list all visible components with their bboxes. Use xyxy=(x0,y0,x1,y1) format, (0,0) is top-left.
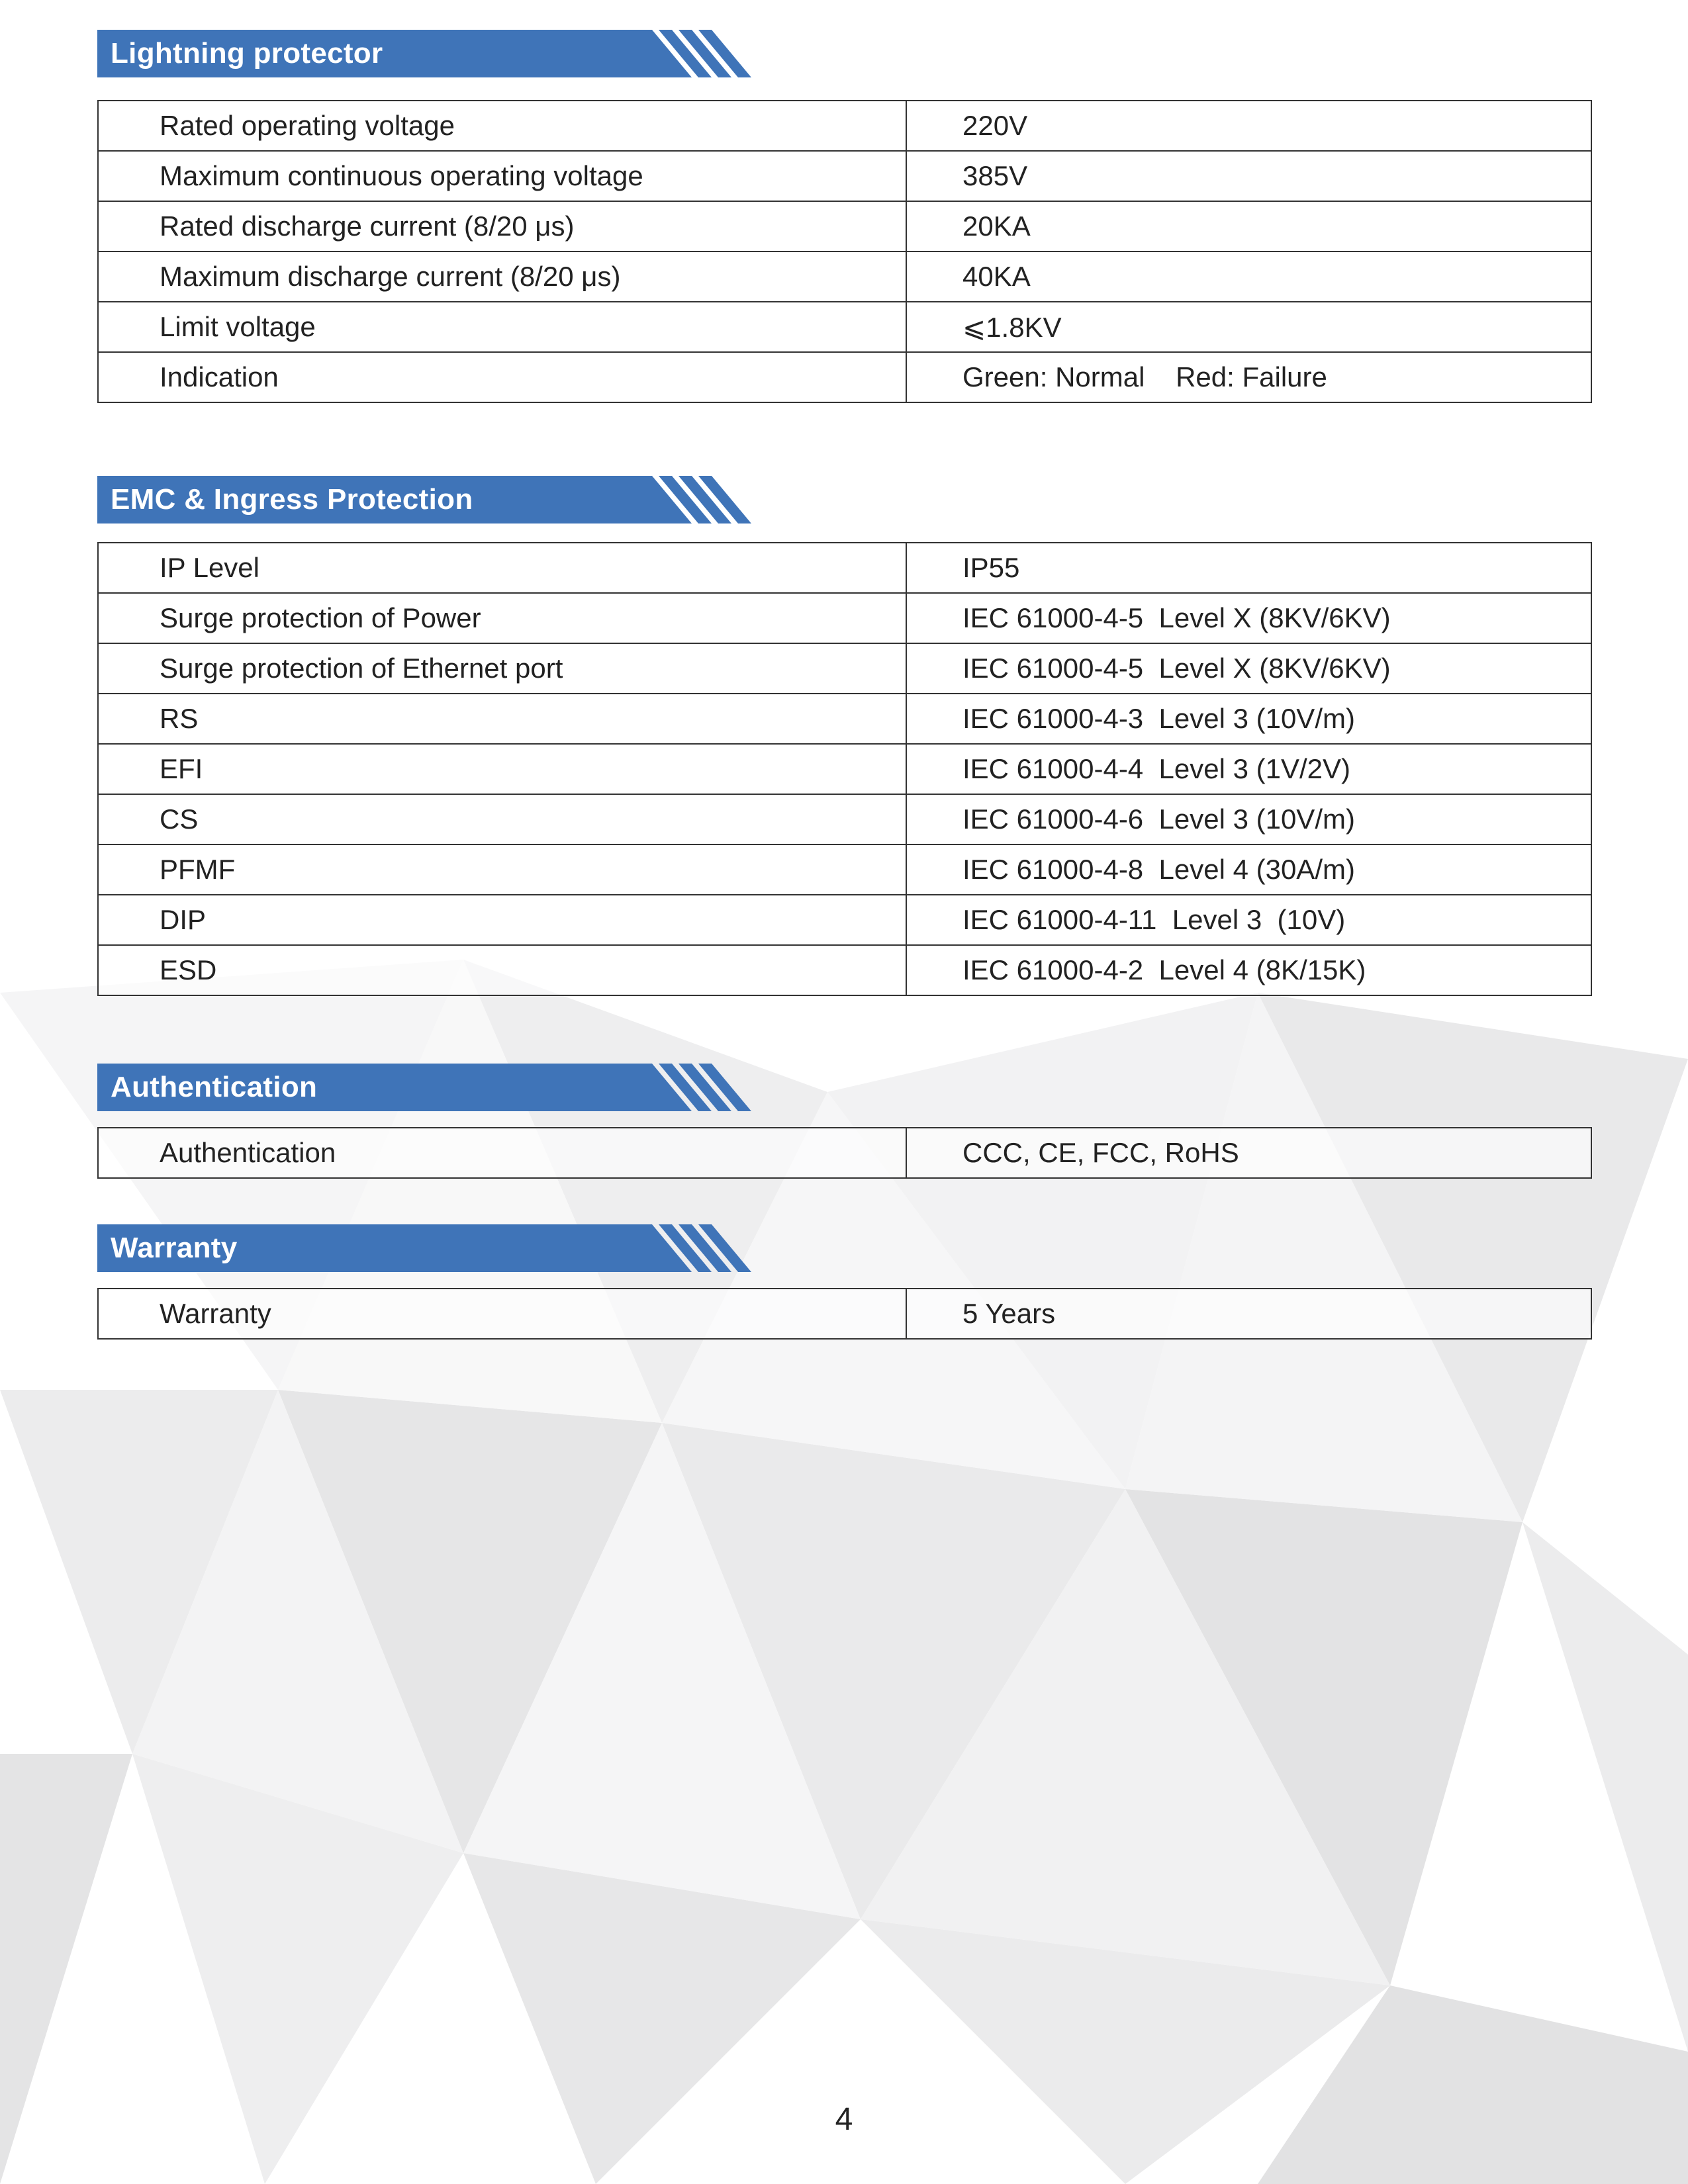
section-emc-ingress-protection xyxy=(97,476,1592,996)
table-row xyxy=(98,543,1591,593)
table-row xyxy=(98,794,1591,844)
row-label: Maximum discharge current (8/20 μs) xyxy=(98,251,906,302)
table-row xyxy=(98,1128,1591,1178)
row-value: 20KA xyxy=(906,201,1591,251)
row-value: IEC 61000-4-11 Level 3 (10V) xyxy=(906,895,1591,945)
spec-table xyxy=(97,1127,1592,1179)
row-label: CS xyxy=(98,794,906,844)
row-label: Rated discharge current (8/20 μs) xyxy=(98,201,906,251)
page-number: 4 xyxy=(835,2102,853,2137)
row-label: Surge protection of Ethernet port xyxy=(98,643,906,694)
row-label: DIP xyxy=(98,895,906,945)
table-row xyxy=(98,251,1591,302)
table-row xyxy=(98,945,1591,995)
table-row xyxy=(98,151,1591,201)
table-row xyxy=(98,352,1591,402)
section-banner xyxy=(97,1064,759,1111)
row-label: Authentication xyxy=(98,1128,906,1178)
table-row xyxy=(98,744,1591,794)
spec-table xyxy=(97,1288,1592,1340)
row-value: IEC 61000-4-6 Level 3 (10V/m) xyxy=(906,794,1591,844)
row-label: Limit voltage xyxy=(98,302,906,352)
table-row xyxy=(98,643,1591,694)
row-value: 5 Years xyxy=(906,1289,1591,1339)
table-row xyxy=(98,593,1591,643)
row-label: ESD xyxy=(98,945,906,995)
row-value: IEC 61000-4-3 Level 3 (10V/m) xyxy=(906,694,1591,744)
table-row xyxy=(98,844,1591,895)
row-label: EFI xyxy=(98,744,906,794)
row-label: IP Level xyxy=(98,543,906,593)
section-lightning-protector xyxy=(97,30,1592,403)
section-banner xyxy=(97,30,759,77)
row-label: PFMF xyxy=(98,844,906,895)
section-authentication xyxy=(97,1064,1592,1179)
row-label: RS xyxy=(98,694,906,744)
row-value: 40KA xyxy=(906,251,1591,302)
table-row xyxy=(98,1289,1591,1339)
section-banner xyxy=(97,1224,759,1272)
row-label: Warranty xyxy=(98,1289,906,1339)
spec-table xyxy=(97,100,1592,403)
row-value: ⩽1.8KV xyxy=(906,302,1591,352)
section-title: Authentication xyxy=(111,1071,318,1103)
row-value: CCC, CE, FCC, RoHS xyxy=(906,1128,1591,1178)
section-warranty xyxy=(97,1224,1592,1340)
row-value: IEC 61000-4-5 Level X (8KV/6KV) xyxy=(906,643,1591,694)
row-value: IEC 61000-4-8 Level 4 (30A/m) xyxy=(906,844,1591,895)
table-row xyxy=(98,101,1591,151)
row-label: Rated operating voltage xyxy=(98,101,906,151)
row-label: Maximum continuous operating voltage xyxy=(98,151,906,201)
spec-table xyxy=(97,542,1592,996)
row-value: IEC 61000-4-4 Level 3 (1V/2V) xyxy=(906,744,1591,794)
row-value: IEC 61000-4-2 Level 4 (8K/15K) xyxy=(906,945,1591,995)
row-label: Indication xyxy=(98,352,906,402)
section-title: Lightning protector xyxy=(111,37,383,69)
row-value: 220V xyxy=(906,101,1591,151)
row-value: IP55 xyxy=(906,543,1591,593)
section-title: EMC & Ingress Protection xyxy=(111,483,473,516)
row-label: Surge protection of Power xyxy=(98,593,906,643)
row-value: Green: Normal Red: Failure xyxy=(906,352,1591,402)
row-value: IEC 61000-4-5 Level X (8KV/6KV) xyxy=(906,593,1591,643)
table-row xyxy=(98,694,1591,744)
table-row xyxy=(98,302,1591,352)
section-title: Warranty xyxy=(111,1232,238,1264)
table-row xyxy=(98,895,1591,945)
table-row xyxy=(98,201,1591,251)
section-banner xyxy=(97,476,759,523)
row-value: 385V xyxy=(906,151,1591,201)
